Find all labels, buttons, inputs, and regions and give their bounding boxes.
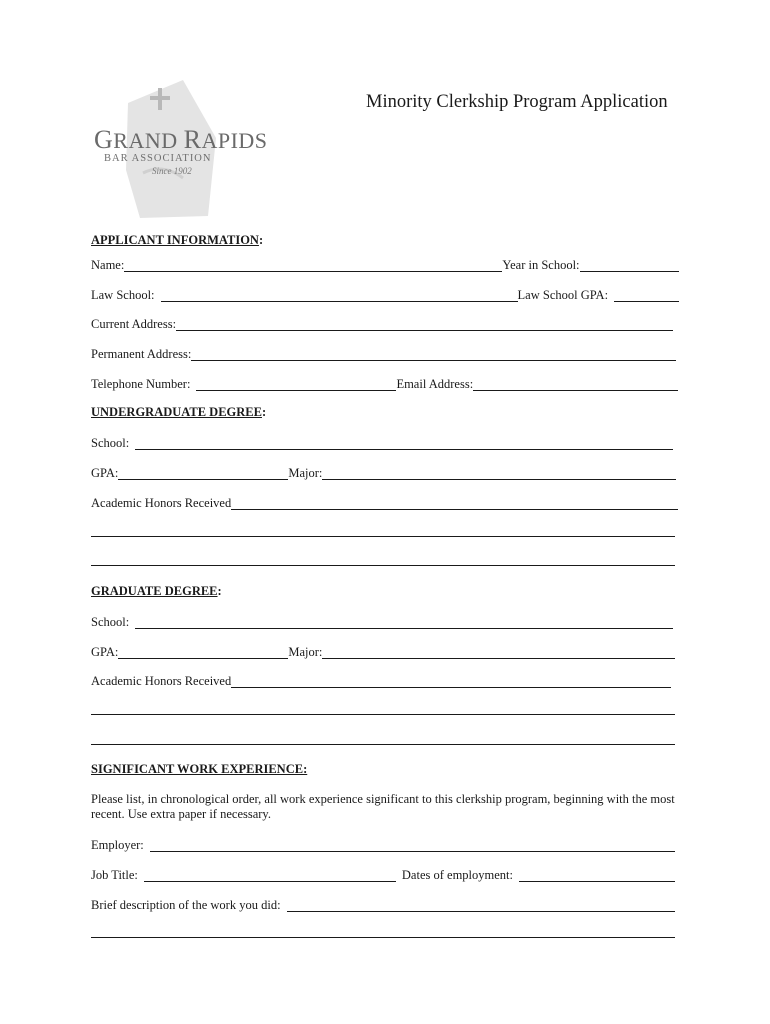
undergrad-honors-line-3[interactable] xyxy=(91,565,675,566)
dates-of-employment-label: Dates of employment: xyxy=(401,868,513,882)
work-description-label: Brief description of the work you did: xyxy=(91,898,281,912)
job-title-field[interactable] xyxy=(144,870,396,882)
page-title: Minority Clerkship Program Application xyxy=(366,92,668,112)
employer-label: Employer: xyxy=(91,838,144,852)
law-school-field[interactable] xyxy=(161,290,518,302)
grad-school-row xyxy=(91,613,673,629)
job-title-label: Job Title: xyxy=(91,868,138,882)
name-label: Name: xyxy=(91,258,125,272)
permanent-address-label: Permanent Address: xyxy=(91,347,192,361)
section-heading-undergraduate: UNDERGRADUATE DEGREE: xyxy=(91,405,267,419)
grad-gpa-major-row xyxy=(91,643,675,659)
permanent-address-field[interactable] xyxy=(191,349,676,361)
current-address-label: Current Address: xyxy=(91,317,177,331)
grad-gpa-field[interactable] xyxy=(118,647,288,659)
email-label: Email Address: xyxy=(396,377,474,391)
name-field[interactable] xyxy=(124,260,502,272)
law-school-gpa-label: Law School GPA: xyxy=(517,288,609,302)
grad-honors-row xyxy=(91,672,671,688)
year-in-school-label: Year in School: xyxy=(502,258,580,272)
undergrad-gpa-field[interactable] xyxy=(118,468,288,480)
grad-honors-label: Academic Honors Received xyxy=(91,674,232,688)
law-school-label: Law School: xyxy=(91,288,155,302)
grad-school-field[interactable] xyxy=(135,617,673,629)
current-address-field[interactable] xyxy=(176,319,673,331)
job-row xyxy=(91,866,675,882)
logo-subtitle: BAR ASSOCIATION xyxy=(104,153,212,164)
logo xyxy=(88,78,268,223)
undergrad-honors-row xyxy=(91,494,678,510)
section-heading-applicant: APPLICANT INFORMATION: xyxy=(91,233,264,247)
grad-major-field[interactable] xyxy=(322,647,675,659)
logo-name: GRAND RAPIDS xyxy=(94,125,268,154)
work-description-field[interactable] xyxy=(287,900,675,912)
undergrad-honors-line-2[interactable] xyxy=(91,536,675,537)
name-row xyxy=(91,256,679,272)
current-address-row xyxy=(91,315,673,331)
dates-of-employment-field[interactable] xyxy=(519,870,675,882)
employer-row xyxy=(91,836,675,852)
logo-text xyxy=(94,125,268,177)
grad-gpa-label: GPA: xyxy=(91,645,119,659)
telephone-label: Telephone Number: xyxy=(91,377,191,391)
undergrad-gpa-major-row xyxy=(91,464,676,480)
email-field[interactable] xyxy=(473,379,678,391)
undergrad-major-label: Major: xyxy=(288,466,323,480)
undergrad-honors-label: Academic Honors Received xyxy=(91,496,232,510)
section-heading-graduate: GRADUATE DEGREE: xyxy=(91,584,222,598)
law-school-gpa-field[interactable] xyxy=(614,290,679,302)
work-description-line-2[interactable] xyxy=(91,937,675,938)
undergrad-gpa-label: GPA: xyxy=(91,466,119,480)
grad-honors-field[interactable] xyxy=(231,676,671,688)
undergrad-school-field[interactable] xyxy=(135,438,673,450)
grad-honors-line-2[interactable] xyxy=(91,714,675,715)
employer-field[interactable] xyxy=(150,840,675,852)
permanent-address-row xyxy=(91,345,676,361)
undergrad-school-row xyxy=(91,434,673,450)
logo-since: Since 1902 xyxy=(152,166,192,176)
law-school-row xyxy=(91,286,679,302)
grad-honors-line-3[interactable] xyxy=(91,744,675,745)
section-heading-work: SIGNIFICANT WORK EXPERIENCE: xyxy=(91,762,308,776)
undergrad-major-field[interactable] xyxy=(322,468,676,480)
undergrad-school-label: School: xyxy=(91,436,130,450)
contact-row xyxy=(91,375,678,391)
description-row xyxy=(91,896,675,912)
undergrad-honors-field[interactable] xyxy=(231,498,678,510)
year-in-school-field[interactable] xyxy=(580,260,679,272)
grad-school-label: School: xyxy=(91,615,130,629)
work-instructions: Please list, in chronological order, all work experience significant to this clerkship program, beginning with the most recent. Use extra paper if necessary. xyxy=(91,792,675,821)
grad-major-label: Major: xyxy=(288,645,323,659)
telephone-field[interactable] xyxy=(196,379,396,391)
